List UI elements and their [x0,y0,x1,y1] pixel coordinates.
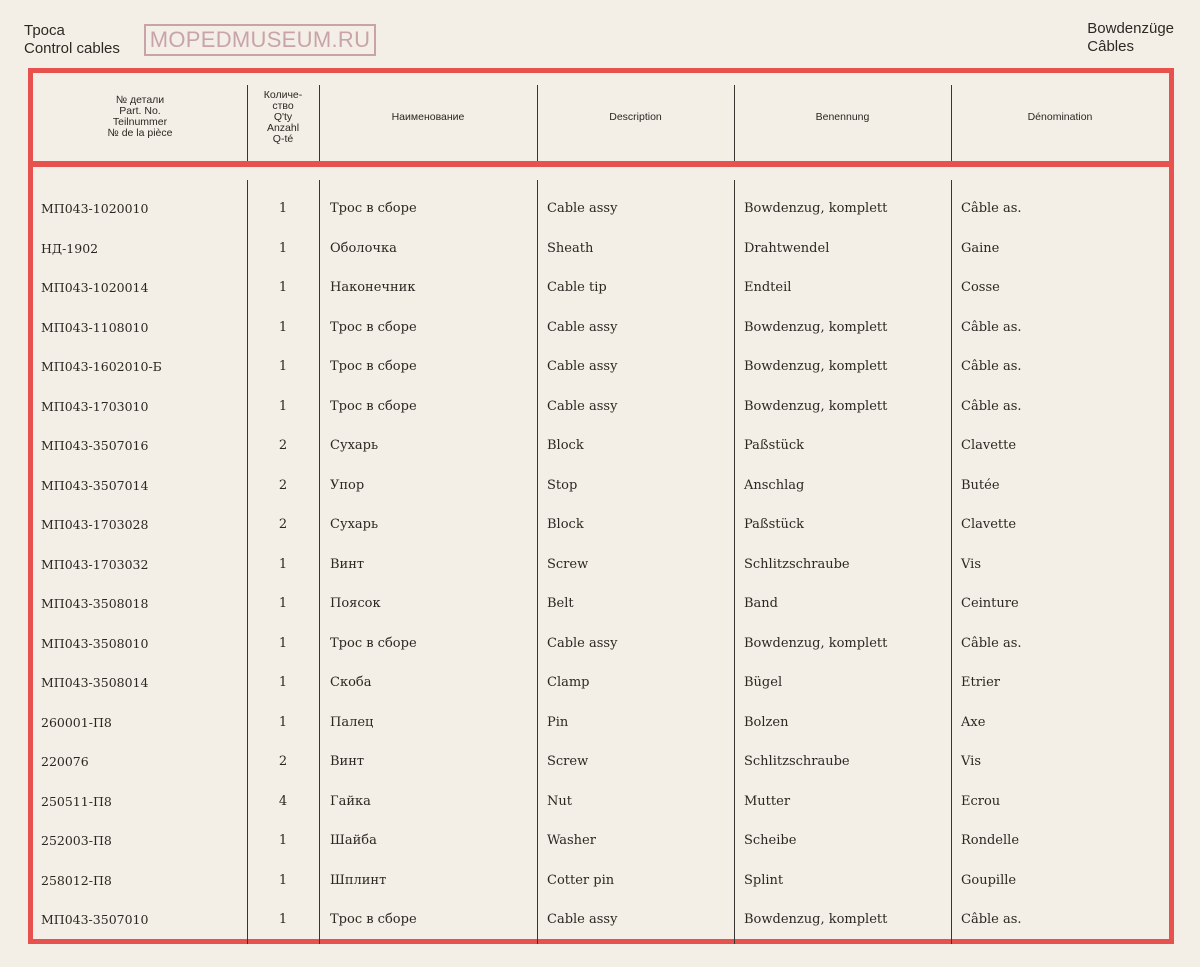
cell-quantity: 4 [278,793,288,809]
cell-benennung-de: Schlitzschraube [744,556,850,572]
column-divider [319,180,320,944]
cell-benennung-de: Schlitzschraube [744,754,850,769]
cell-description-en: Cable assy [547,398,618,414]
cell-quantity: 2 [278,754,288,769]
cell-benennung-de: Splint [744,872,784,888]
cell-quantity: 1 [278,596,288,611]
column-divider [734,85,735,161]
cell-description-en: Washer [547,833,596,848]
section-title-de: Bowdenzüge [1087,20,1174,37]
column-header-benennung: Benennung [815,110,870,123]
cell-benennung-de: Scheibe [744,833,797,848]
table-row [33,831,1169,851]
table-row [33,634,1169,654]
cell-denomination-fr: Cosse [961,280,1000,295]
cell-quantity: 1 [278,556,288,572]
cell-denomination-fr: Câble as. [961,912,1022,927]
cell-quantity: 2 [278,517,288,532]
cell-denomination-fr: Câble as. [961,398,1022,414]
cell-quantity: 1 [278,714,288,730]
cell-name-ru: Трос в сборе [330,635,417,651]
cell-quantity: 1 [278,635,288,651]
table-row [33,673,1169,693]
cell-name-ru: Палец [330,714,374,730]
page-header-left [24,22,120,58]
cell-description-en: Cable assy [547,201,618,216]
table-row [33,871,1169,891]
table-row [33,752,1169,772]
cell-quantity: 1 [278,280,288,295]
cell-name-ru: Трос в сборе [330,201,417,216]
cell-benennung-de: Bolzen [744,714,789,730]
cell-denomination-fr: Clavette [961,517,1017,532]
cell-benennung-de: Bowdenzug, komplett [744,359,888,374]
cell-name-ru: Упор [330,477,365,493]
cell-part-number: МП043-3507014 [41,477,149,493]
cell-benennung-de: Bowdenzug, komplett [744,398,888,414]
column-divider [951,180,952,944]
cell-denomination-fr: Câble as. [961,635,1022,651]
cell-benennung-de: Mutter [744,793,791,809]
cell-description-en: Clamp [547,675,590,690]
cell-description-en: Pin [547,714,569,730]
cell-description-en: Stop [547,477,578,493]
cell-part-number: МП043-3507010 [41,912,149,927]
table-row [33,436,1169,456]
column-divider [247,85,248,161]
cell-benennung-de: Bügel [744,675,783,690]
cell-part-number: МП043-1602010-Б [41,359,162,374]
cell-quantity: 2 [278,438,288,453]
cell-part-number: 220076 [41,754,89,769]
cell-denomination-fr: Vis [961,754,981,769]
column-header-name-ru: Наименование [391,110,465,123]
table-row [33,594,1169,614]
cell-quantity: 1 [278,398,288,414]
cell-quantity: 2 [278,477,288,493]
cell-description-en: Belt [547,596,574,611]
cell-benennung-de: Anschlag [744,477,805,493]
cell-description-en: Nut [547,793,572,809]
table-row [33,199,1169,219]
cell-denomination-fr: Câble as. [961,201,1022,216]
cell-part-number: 250511-П8 [41,793,112,809]
table-row [33,910,1169,930]
cell-description-en: Screw [547,754,589,769]
cell-denomination-fr: Goupille [961,872,1017,888]
cell-benennung-de: Bowdenzug, komplett [744,912,888,927]
cell-description-en: Cable assy [547,635,618,651]
page-header-right [1087,20,1174,56]
cell-part-number: 252003-П8 [41,833,112,848]
cell-part-number: 260001-П8 [41,714,112,730]
cell-quantity: 1 [278,319,288,335]
cell-part-number: НД-1902 [41,240,99,256]
cell-denomination-fr: Rondelle [961,833,1020,848]
cell-denomination-fr: Ecrou [961,793,1001,809]
cell-part-number: МП043-3508010 [41,635,149,651]
cell-part-number: МП043-3507016 [41,438,149,453]
cell-name-ru: Сухарь [330,517,379,532]
column-divider [734,180,735,944]
cell-description-en: Block [547,438,584,453]
cell-benennung-de: Band [744,596,778,611]
cell-name-ru: Винт [330,556,365,572]
section-title-en: Control cables [24,40,120,57]
cell-benennung-de: Bowdenzug, komplett [744,201,888,216]
column-divider [319,85,320,161]
cell-denomination-fr: Câble as. [961,319,1022,335]
cell-benennung-de: Bowdenzug, komplett [744,319,888,335]
cell-quantity: 1 [278,240,288,256]
cell-description-en: Cable tip [547,280,607,295]
cell-name-ru: Наконечник [330,280,416,295]
column-header-description: Description [609,110,662,123]
parts-table [28,68,1174,944]
cell-name-ru: Трос в сборе [330,359,417,374]
cell-name-ru: Шайба [330,833,377,848]
cell-description-en: Cable assy [547,319,618,335]
table-row [33,397,1169,417]
table-row [33,792,1169,812]
cell-name-ru: Трос в сборе [330,912,417,927]
table-row [33,476,1169,496]
cell-quantity: 1 [278,359,288,374]
cell-denomination-fr: Câble as. [961,359,1022,374]
cell-name-ru: Оболочка [330,240,397,256]
cell-name-ru: Поясок [330,596,381,611]
table-row [33,713,1169,733]
cell-part-number: МП043-1020014 [41,280,149,295]
column-header-denomination: Dénomination [1027,110,1093,123]
column-divider [537,85,538,161]
cell-part-number: 258012-П8 [41,872,112,888]
cell-denomination-fr: Butée [961,477,1000,493]
cell-description-en: Cable assy [547,359,618,374]
cell-part-number: МП043-1703032 [41,556,149,572]
column-divider [537,180,538,944]
cell-quantity: 1 [278,201,288,216]
cell-denomination-fr: Ceinture [961,596,1019,611]
cell-part-number: МП043-3508018 [41,596,149,611]
table-row [33,239,1169,259]
cell-description-en: Block [547,517,584,532]
cell-description-en: Cable assy [547,912,618,927]
cell-quantity: 1 [278,675,288,690]
table-row [33,278,1169,298]
cell-part-number: МП043-1108010 [41,319,149,335]
column-divider [247,180,248,944]
cell-benennung-de: Paßstück [744,517,805,532]
cell-denomination-fr: Vis [961,556,981,572]
column-header-qty: Количе- ство Q'ty Anzahl Q-té [263,88,303,145]
column-header-part-no: № детали Part. No. Teilnummer № de la pièce [107,94,173,139]
cell-quantity: 1 [278,833,288,848]
cell-benennung-de: Endteil [744,280,792,295]
column-divider [951,85,952,161]
cell-denomination-fr: Gaine [961,240,1000,256]
cell-denomination-fr: Etrier [961,675,1000,690]
table-row [33,357,1169,377]
cell-description-en: Sheath [547,240,594,256]
cell-name-ru: Гайка [330,793,371,809]
cell-description-en: Cotter pin [547,872,615,888]
cell-quantity: 1 [278,912,288,927]
cell-benennung-de: Bowdenzug, komplett [744,635,888,651]
cell-name-ru: Трос в сборе [330,398,417,414]
section-title-ru: Троса [24,22,65,39]
cell-part-number: МП043-1703010 [41,398,149,414]
cell-name-ru: Винт [330,754,365,769]
cell-part-number: МП043-1703028 [41,517,149,532]
table-row [33,515,1169,535]
cell-description-en: Screw [547,556,589,572]
table-row [33,318,1169,338]
cell-name-ru: Скоба [330,675,372,690]
cell-name-ru: Сухарь [330,438,379,453]
watermark: MOPEDMUSEUM.RU [144,24,376,56]
cell-part-number: МП043-3508014 [41,675,149,690]
cell-part-number: МП043-1020010 [41,201,149,216]
table-row [33,555,1169,575]
cell-benennung-de: Paßstück [744,438,805,453]
header-separator [33,161,1169,167]
cell-denomination-fr: Axe [961,714,986,730]
cell-name-ru: Шплинт [330,872,387,888]
cell-denomination-fr: Clavette [961,438,1017,453]
section-title-fr: Câbles [1087,38,1134,55]
cell-benennung-de: Drahtwendel [744,240,830,256]
cell-name-ru: Трос в сборе [330,319,417,335]
cell-quantity: 1 [278,872,288,888]
